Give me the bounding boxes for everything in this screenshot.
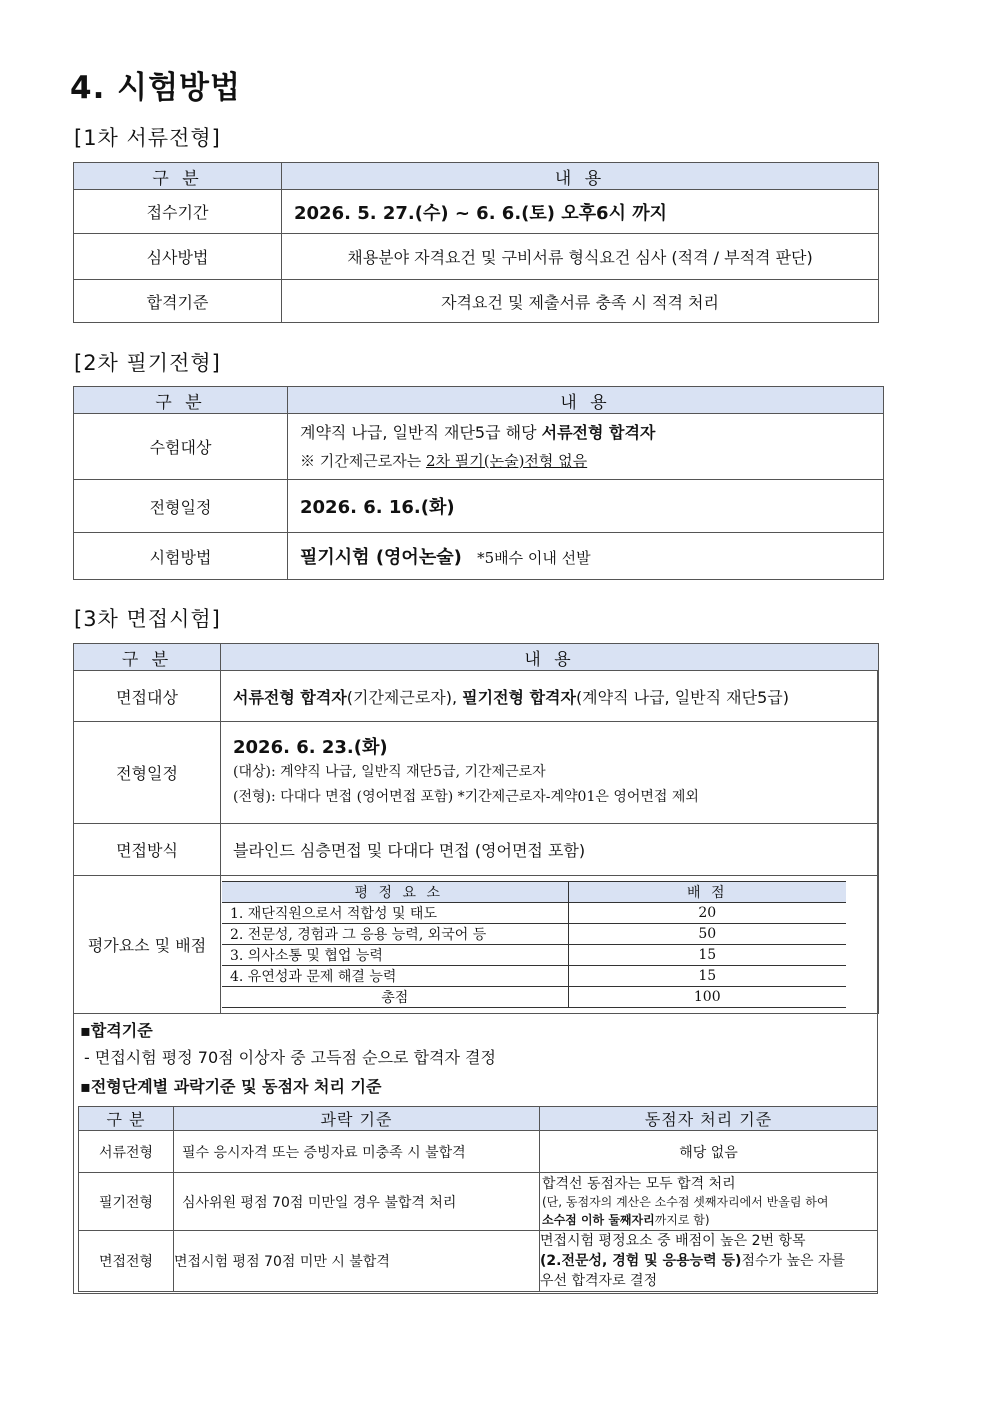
stage2-table [73,386,884,580]
stage2-target-bold: 서류전형 합격자 [541,422,656,442]
stage3-col-category: 구 분 [74,644,221,671]
stage1-col-content: 내 용 [282,163,879,190]
stage3-method-value: 블라인드 심층면접 및 다대다 면접 (영어면접 포함) [221,824,879,876]
stage2-method-value: 필기시험 (영어논술) [300,547,462,568]
pass-heading: ▪합격기준 [80,1021,153,1040]
eval-item: 2. 전문성, 경험과 그 응용 능력, 외국어 등 [222,924,568,945]
stage1-review-label: 심사방법 [74,234,282,280]
eval-total: 100 [568,987,846,1008]
stage2-target-text: 계약직 나급, 일반직 재단5급 해당 [300,422,542,442]
stage1-period-label: 접수기간 [74,190,282,234]
cut-tie-line1: 면접시험 평정요소 중 배점이 높은 2번 항목 [540,1233,806,1249]
stage3-heading: [3차 면접시험] [74,607,221,631]
cut-head-cut: 과락 기준 [174,1107,540,1131]
stage2-schedule-value: 2026. 6. 16.(화) [288,480,884,533]
stage1-table [73,162,879,323]
stage2-col-content: 내 용 [288,387,884,414]
stage2-target-note-underline: 2차 필기(논술)전형 없음 [425,451,588,470]
stage3-target-label: 면접대상 [74,671,221,722]
stage3-schedule-date: 2026. 6. 23.(화) [233,737,388,758]
stage1-pass-value: 자격요건 및 제출서류 충족 시 적격 처리 [282,280,879,323]
stage1-heading: [1차 서류전형] [74,126,221,150]
stage2-schedule-label: 전형일정 [74,480,288,533]
eval-item: 1. 재단직원으로서 적합성 및 태도 [222,903,568,924]
cut-stage: 서류전형 [79,1131,174,1173]
stage3-schedule-line1: (대상): 계약직 나급, 일반직 재단5급, 기간제근로자 [233,764,546,780]
stage1-pass-label: 합격기준 [74,280,282,323]
cut-tie-line3: 우선 합격자로 결정 [540,1273,658,1289]
stage1-review-value: 채용분야 자격요건 및 구비서류 형식요건 심사 (적격 / 부적격 판단) [282,234,879,280]
eval-total-label: 총점 [222,987,568,1008]
cut-tie-line2: (단, 동점자의 계산은 소수점 셋째자리에서 반올림 하여 [542,1194,829,1209]
stage3-schedule-label: 전형일정 [74,722,221,824]
cut-criterion: 심사위원 평점 70점 미만일 경우 불합격 처리 [174,1173,540,1231]
cut-heading: ▪전형단계별 과락기준 및 동점자 처리 기준 [80,1077,382,1096]
page-title: 4. 시험방법 [70,70,241,106]
cut-tie-line2-bold: (2.전문성, 경험 및 응용능력 등) [540,1253,742,1269]
stage1-col-category: 구 분 [74,163,282,190]
stage3-method-label: 면접방식 [74,824,221,876]
stage2-method-label: 시험방법 [74,533,288,580]
cut-table [78,1106,878,1292]
eval-head-item: 평 정 요 소 [222,882,568,903]
cut-tie: 해당 없음 [540,1131,878,1173]
stage3-target-bold-2: 필기전형 합격자 [462,687,576,707]
stage1-period-value: 2026. 5. 27.(수) ~ 6. 6.(토) 오후6시 까지 [282,190,879,234]
stage2-col-category: 구 분 [74,387,288,414]
stage3-eval-label: 평가요소 및 배점 [74,876,221,1014]
stage2-heading: [2차 필기전형] [74,351,221,375]
stage3-target-text-1: (기간제근로자), [346,687,463,707]
stage3-target-text-2: (계약직 나급, 일반직 재단5급) [575,687,789,707]
cut-tie-line2: 점수가 높은 자를 [741,1253,846,1269]
cut-head-tie: 동점자 처리 기준 [540,1107,878,1131]
stage3-target-bold-1: 서류전형 합격자 [233,687,347,707]
eval-score: 50 [568,924,846,945]
eval-item: 4. 유연성과 문제 해결 능력 [222,966,568,987]
stage2-method-note: *5배수 이내 선발 [477,549,591,567]
stage2-target-note: ※ 기간제근로자는 [300,451,426,470]
cut-head-stage: 구 분 [79,1107,174,1131]
eval-score: 15 [568,966,846,987]
eval-item: 3. 의사소통 및 협업 능력 [222,945,568,966]
cut-tie-line3: 까지로 함) [654,1212,710,1227]
cut-stage: 면접전형 [79,1231,174,1292]
cut-stage: 필기전형 [79,1173,174,1231]
stage3-col-content: 내 용 [221,644,879,671]
cut-criterion: 필수 응시자격 또는 증빙자료 미충족 시 불합격 [174,1131,540,1173]
eval-table [222,881,846,1008]
cut-tie-line1: 합격선 동점자는 모두 합격 처리 [542,1175,736,1192]
eval-score: 20 [568,903,846,924]
cut-criterion: 면접시험 평점 70점 미만 시 불합격 [174,1231,540,1292]
stage3-schedule-line2: (전형): 다대다 면접 (영어면접 포함) *기간제근로자-계약01은 영어면접 제외 [233,789,699,805]
eval-score: 15 [568,945,846,966]
stage2-target-label: 수험대상 [74,414,288,480]
pass-text: - 면접시험 평정 70점 이상자 중 고득점 순으로 합격자 결정 [84,1048,496,1067]
cut-tie-line3-bold: 소수점 이하 둘째자리 [542,1212,655,1227]
eval-head-score: 배 점 [568,882,846,903]
